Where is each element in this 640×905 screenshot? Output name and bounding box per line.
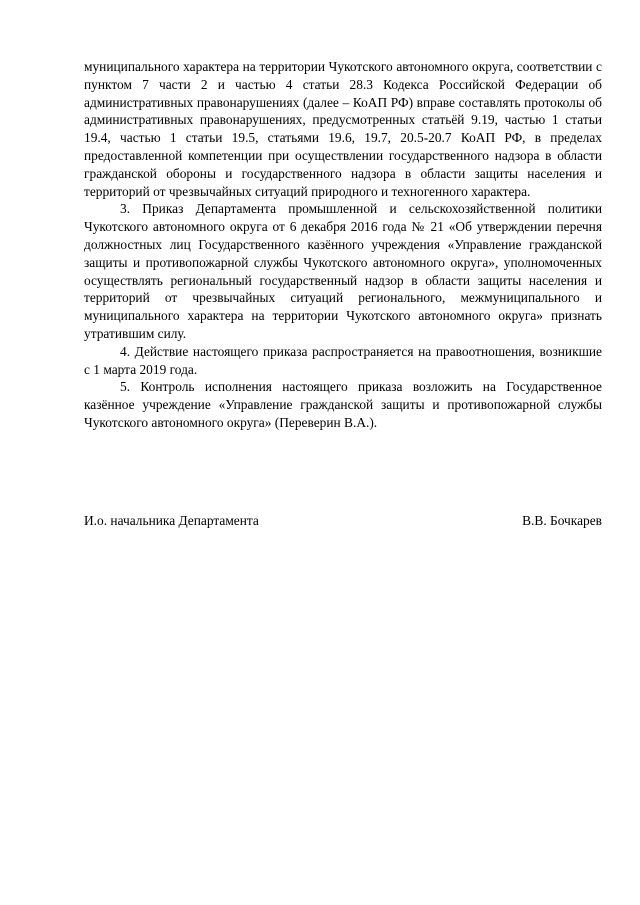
- paragraph-continuation: муниципального характера на территории Чукотского автономного округа, соответствии с пунктом 7 части 2 и частью 4 статьи 28.3 Кодекса Российской Федерации об административных правонарушениях (далее – КоАП РФ) вправе составлять протоколы об административных правонарушениях, предусмотренных статьёй 9.19, частью 1 статьи 19.4, частью 1 статьи 19.5, статьями 19.6, 19.7, 20.5-20.7 КоАП РФ, в пределах предоставленной компетенции при осуществлении государственного надзора в области гражданской обороны и государственного надзора в области защиты населения и территорий от чрезвычайных ситуаций природного и техногенного характера.: [84, 59, 602, 199]
- signatory-name: В.В. Бочкарев: [522, 513, 602, 528]
- signature-block: [84, 512, 602, 530]
- paragraph-item-5: 5. Контроль исполнения настоящего приказа возложить на Государственное казённое учреждение «Управление гражданской защиты и противопожарной службы Чукотского автономного округа» (Переверин В.А.).: [84, 379, 602, 430]
- paragraph-item-4: 4. Действие настоящего приказа распространяется на правоотношения, возникшие с 1 марта 2019 года.: [84, 343, 602, 377]
- signatory-position: И.о. начальника Департамента: [84, 513, 259, 528]
- document-body: [84, 58, 602, 432]
- paragraph-item-3: 3. Приказ Департамента промышленной и сельскохозяйственной политики Чукотского автономного округа от 6 декабря 2016 года № 21 «Об утверждении перечня должностных лиц Государственного казённого учреждения «Управление гражданской защиты и противопожарной службы Чукотского автономного округа», уполномоченных осуществлять региональный государственный надзор в области защиты населения и территорий от чрезвычайных ситуаций регионального, межмуниципального и муниципального характера на территории Чукотского автономного округа» признать утратившим силу.: [84, 201, 602, 341]
